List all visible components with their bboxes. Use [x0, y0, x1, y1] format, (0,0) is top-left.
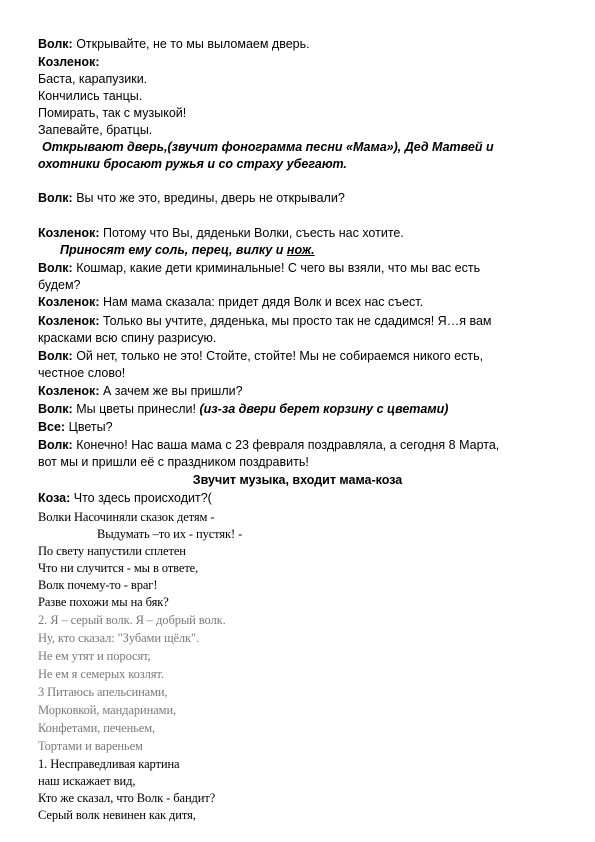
dialogue-line: Козленок: А зачем же вы пришли? [38, 384, 243, 398]
dialogue-line: Волк: Мы цветы принесли! (из-за двери берет корзину с цветами) [38, 402, 449, 416]
dialogue-line: Все: Цветы? [38, 420, 113, 434]
stage-direction: охотники бросают ружья и со страху убегают. [38, 157, 347, 171]
poem-line: Серый волк невинен как дитя, [38, 808, 196, 822]
verse-line: Помирать, так с музыкой! [38, 106, 187, 120]
dialogue-continuation: будем? [38, 278, 81, 292]
poem-line: Ну, кто сказал: "Зубами щёлк". [38, 631, 200, 645]
poem-line: Выдумать –то их - пустяк! - [97, 527, 243, 541]
dialogue-line: Волк: Вы что же это, вредины, дверь не открывали? [38, 191, 345, 205]
dialogue-continuation: вот мы и пришли её с праздником поздравить! [38, 455, 309, 469]
dialogue-continuation: красками всю спину разрисую. [38, 331, 217, 345]
poem-line: 3 Питаюсь апельсинами, [38, 685, 168, 699]
dialogue-line: Коза: Что здесь происходит?( [38, 491, 212, 505]
poem-line: Не ем утят и поросят, [38, 649, 151, 663]
dialogue-continuation: честное слово! [38, 366, 126, 380]
poem-line: По свету напустили сплетен [38, 544, 186, 558]
verse-line: Запевайте, братцы. [38, 123, 153, 137]
stage-direction: Открывают дверь,(звучит фонограмма песни «Мама»), Дед Матвей и [42, 140, 494, 154]
poem-line: Морковкой, мандаринами, [38, 703, 177, 717]
speaker-label: Козленок: [38, 55, 100, 69]
poem-line: Конфетами, печеньем, [38, 721, 156, 735]
dialogue-line: Козленок: Только вы учтите, дяденька, мы просто так не сдадимся! Я…я вам [38, 314, 492, 328]
poem-line: Кто же сказал, что Волк - бандит? [38, 791, 216, 805]
poem-line: 1. Несправедливая картина [38, 757, 180, 771]
stage-heading: Звучит музыка, входит мама-коза [192, 473, 403, 487]
line-1: Волк: Открывайте, не то мы выломаем дверь. [38, 37, 310, 51]
poem-line: Волки Насочиняли сказок детям - [38, 510, 215, 524]
poem-line: Разве похожи мы на бяк? [38, 595, 169, 609]
poem-line: Волк почему-то - враг! [38, 578, 158, 592]
poem-line: Тортами и вареньем [38, 739, 143, 753]
dialogue-line: Козленок: Нам мама сказала: придет дядя Волк и всех нас съест. [38, 295, 424, 309]
verse-line: Баста, карапузики. [38, 72, 148, 86]
dialogue-line: Волк: Кошмар, какие дети криминальные! С чего вы взяли, что мы вас есть [38, 261, 481, 275]
dialogue-line: Волк: Конечно! Нас ваша мама с 23 февраля поздравляла, а сегодня 8 Марта, [38, 438, 500, 452]
poem-line: наш искажает вид, [38, 774, 136, 788]
poem-line: Не ем я семерых козлят. [38, 667, 164, 681]
dialogue-line: Козленок: Потому что Вы, дяденьки Волки, съесть нас хотите. [38, 226, 404, 240]
dialogue-line: Волк: Ой нет, только не это! Стойте, стойте! Мы не собираемся никого есть, [38, 349, 484, 363]
stage-direction: Приносят ему соль, перец, вилку и нож. [60, 243, 315, 257]
poem-line: Что ни случится - мы в ответе, [38, 561, 199, 575]
verse-line: Кончились танцы. [38, 89, 143, 103]
poem-line: 2. Я – серый волк. Я – добрый волк. [38, 613, 226, 627]
